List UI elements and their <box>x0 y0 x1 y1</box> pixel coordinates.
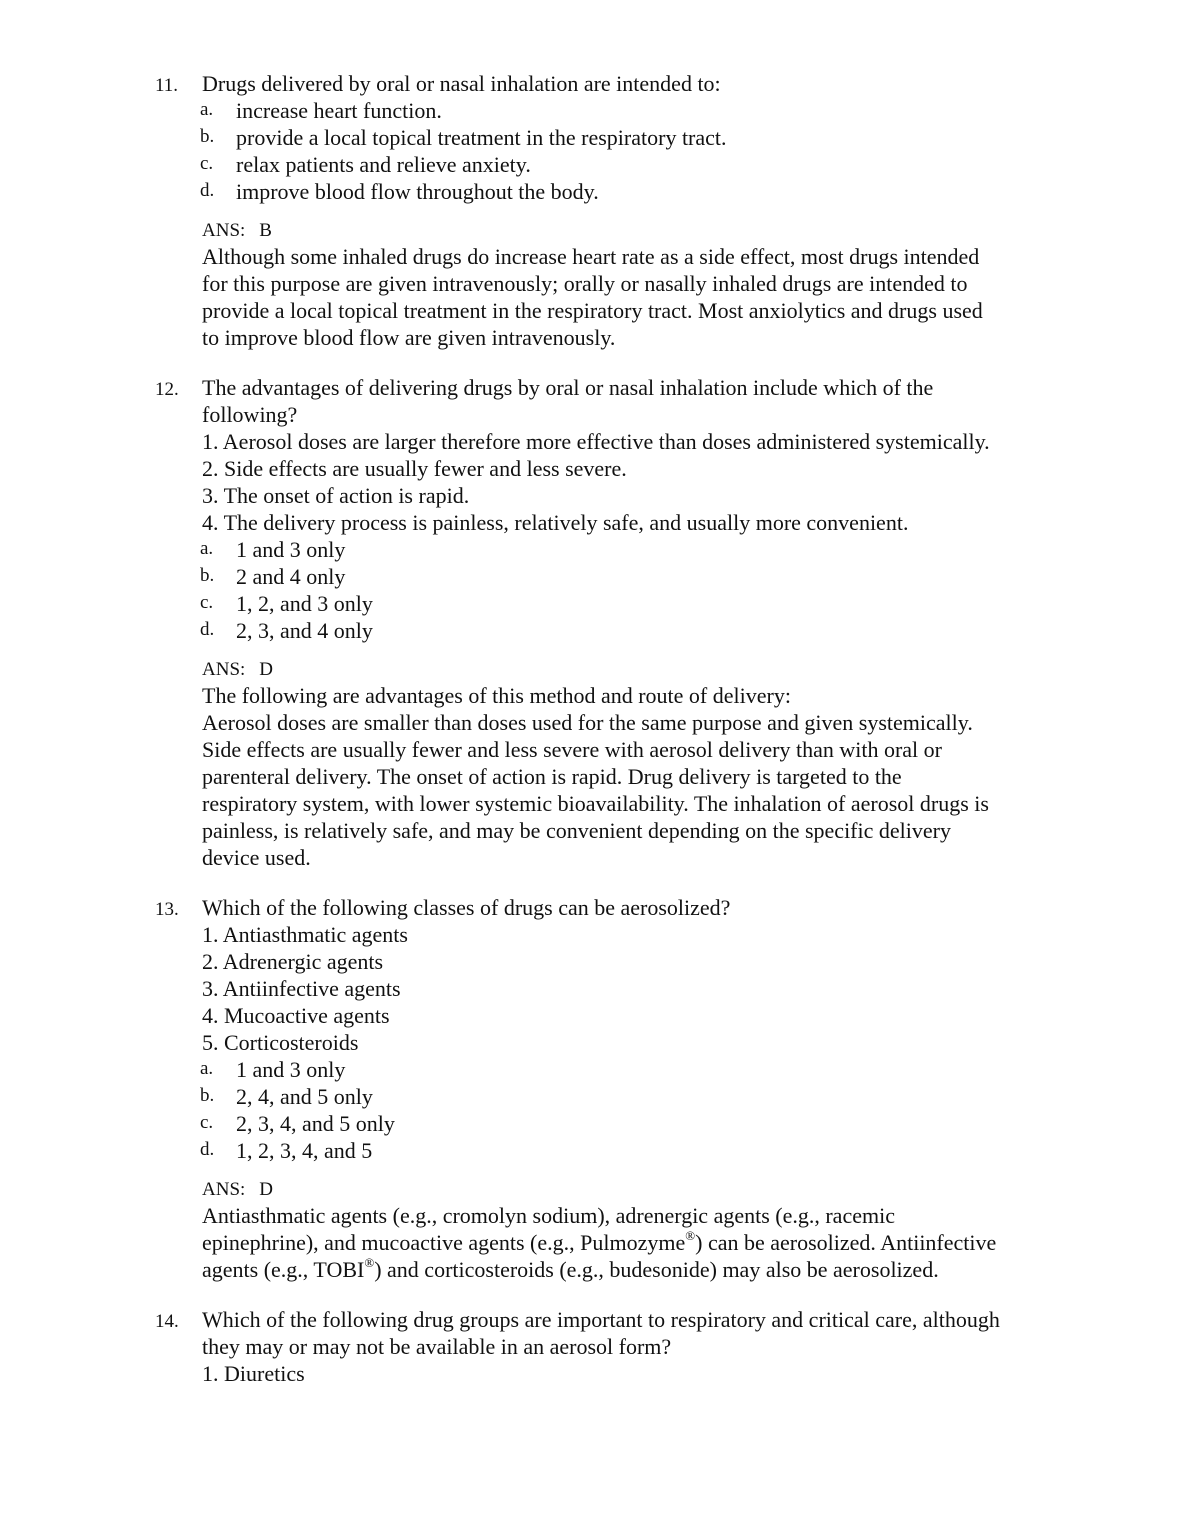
spacer <box>0 351 1190 374</box>
rationale-text: epinephrine), and mucoactive agents (e.g., Pulmozyme <box>202 1230 686 1255</box>
option-letter: b. <box>200 1085 215 1106</box>
rationale-text: agents (e.g., TOBI <box>202 1257 365 1282</box>
option-a <box>202 97 1062 124</box>
option-letter: b. <box>200 126 215 147</box>
option-b <box>202 1083 1062 1110</box>
question-body <box>202 1306 1062 1387</box>
question-stem: they may or may not be available in an aerosol form? <box>202 1334 672 1359</box>
rationale-line: Antiasthmatic agents (e.g., cromolyn sodium), adrenergic agents (e.g., racemic <box>202 1203 895 1228</box>
answer-value: D <box>259 659 274 680</box>
option-letter: c. <box>200 1112 214 1133</box>
option-d <box>202 178 1062 205</box>
answer-key <box>202 657 1062 682</box>
rationale-line: device used. <box>202 845 311 870</box>
option-c <box>202 590 1062 617</box>
spacer <box>0 1283 1190 1306</box>
option-a <box>202 536 1062 563</box>
rationale-text: ) and corticosteroids (e.g., budesonide) may also be aerosolized. <box>374 1257 939 1282</box>
option-c <box>202 1110 1062 1137</box>
rationale-line: The following are advantages of this method and route of delivery: <box>202 683 791 708</box>
statement-item: 2. Adrenergic agents <box>202 949 384 974</box>
option-letter: d. <box>200 1139 215 1160</box>
option-letter: d. <box>200 180 215 201</box>
rationale-line: provide a local topical treatment in the respiratory tract. Most anxiolytics and drugs used <box>202 298 983 323</box>
option-text: relax patients and relieve anxiety. <box>236 152 531 177</box>
rationale-text: ) can be aerosolized. Antiinfective <box>695 1230 997 1255</box>
question-body <box>202 894 1062 1283</box>
option-text: provide a local topical treatment in the respiratory tract. <box>236 125 727 150</box>
rationale-line <box>202 1229 1062 1256</box>
rationale-line: to improve blood flow are given intravenously. <box>202 325 616 350</box>
document-page <box>0 70 1190 1387</box>
answer-label: ANS: <box>202 220 246 241</box>
option-c <box>202 151 1062 178</box>
question-13 <box>0 894 1190 1283</box>
option-letter: a. <box>200 1058 214 1079</box>
answer-value: B <box>259 220 272 241</box>
option-text: 1, 2, 3, 4, and 5 <box>236 1138 373 1163</box>
spacer <box>0 871 1190 894</box>
option-letter: a. <box>200 99 214 120</box>
option-text: 1 and 3 only <box>236 537 346 562</box>
statement-item: 3. Antiinfective agents <box>202 976 401 1001</box>
question-number: 11. <box>155 75 179 96</box>
option-letter: c. <box>200 592 214 613</box>
question-number: 12. <box>155 379 179 400</box>
option-text: improve blood flow throughout the body. <box>236 179 599 204</box>
statement-item: 4. Mucoactive agents <box>202 1003 390 1028</box>
question-stem: The advantages of delivering drugs by oral or nasal inhalation include which of the <box>202 375 934 400</box>
option-letter: d. <box>200 619 215 640</box>
rationale-line <box>202 1256 1062 1283</box>
option-text: 1, 2, and 3 only <box>236 591 373 616</box>
question-stem: Which of the following classes of drugs can be aerosolized? <box>202 895 731 920</box>
rationale-line: respiratory system, with lower systemic bioavailability. The inhalation of aerosol drugs is <box>202 791 989 816</box>
rationale-line: for this purpose are given intravenously; orally or nasally inhaled drugs are intended to <box>202 271 968 296</box>
option-text: 2, 3, and 4 only <box>236 618 373 643</box>
answer-label: ANS: <box>202 1179 246 1200</box>
question-body <box>202 70 1062 351</box>
answer-value: D <box>259 1179 274 1200</box>
option-letter: c. <box>200 153 214 174</box>
answer-label: ANS: <box>202 659 246 680</box>
statement-item: 1. Diuretics <box>202 1361 305 1386</box>
option-a <box>202 1056 1062 1083</box>
answer-key <box>202 218 1062 243</box>
option-b <box>202 563 1062 590</box>
option-text: 2 and 4 only <box>236 564 346 589</box>
option-b <box>202 124 1062 151</box>
statement-item: 3. The onset of action is rapid. <box>202 483 470 508</box>
statement-item: 5. Corticosteroids <box>202 1030 359 1055</box>
question-number: 13. <box>155 899 179 920</box>
answer-key <box>202 1177 1062 1202</box>
statement-item: 2. Side effects are usually fewer and less severe. <box>202 456 627 481</box>
registered-mark: ® <box>364 1254 375 1270</box>
option-d <box>202 617 1062 644</box>
question-12 <box>0 374 1190 871</box>
statement-item: 1. Aerosol doses are larger therefore more effective than doses administered systemically. <box>202 429 990 454</box>
option-text: 2, 4, and 5 only <box>236 1084 373 1109</box>
rationale-line: Although some inhaled drugs do increase heart rate as a side effect, most drugs intended <box>202 244 980 269</box>
rationale-line: painless, is relatively safe, and may be convenient depending on the specific delivery <box>202 818 951 843</box>
statement-item: 1. Antiasthmatic agents <box>202 922 408 947</box>
option-text: 1 and 3 only <box>236 1057 346 1082</box>
rationale-line: Aerosol doses are smaller than doses used for the same purpose and given systemically. <box>202 710 973 735</box>
statement-item: 4. The delivery process is painless, relatively safe, and usually more convenient. <box>202 510 909 535</box>
option-text: 2, 3, 4, and 5 only <box>236 1111 395 1136</box>
question-stem: Which of the following drug groups are important to respiratory and critical care, although <box>202 1307 1000 1332</box>
option-letter: a. <box>200 538 214 559</box>
option-d <box>202 1137 1062 1164</box>
question-body <box>202 374 1062 871</box>
registered-mark: ® <box>685 1227 696 1243</box>
question-number: 14. <box>155 1311 179 1332</box>
question-14 <box>0 1306 1190 1387</box>
question-stem: Drugs delivered by oral or nasal inhalation are intended to: <box>202 71 721 96</box>
rationale-line: Side effects are usually fewer and less severe with aerosol delivery than with oral or <box>202 737 942 762</box>
question-11 <box>0 70 1190 351</box>
rationale-line: parenteral delivery. The onset of action is rapid. Drug delivery is targeted to the <box>202 764 902 789</box>
option-letter: b. <box>200 565 215 586</box>
question-stem: following? <box>202 402 298 427</box>
option-text: increase heart function. <box>236 98 442 123</box>
